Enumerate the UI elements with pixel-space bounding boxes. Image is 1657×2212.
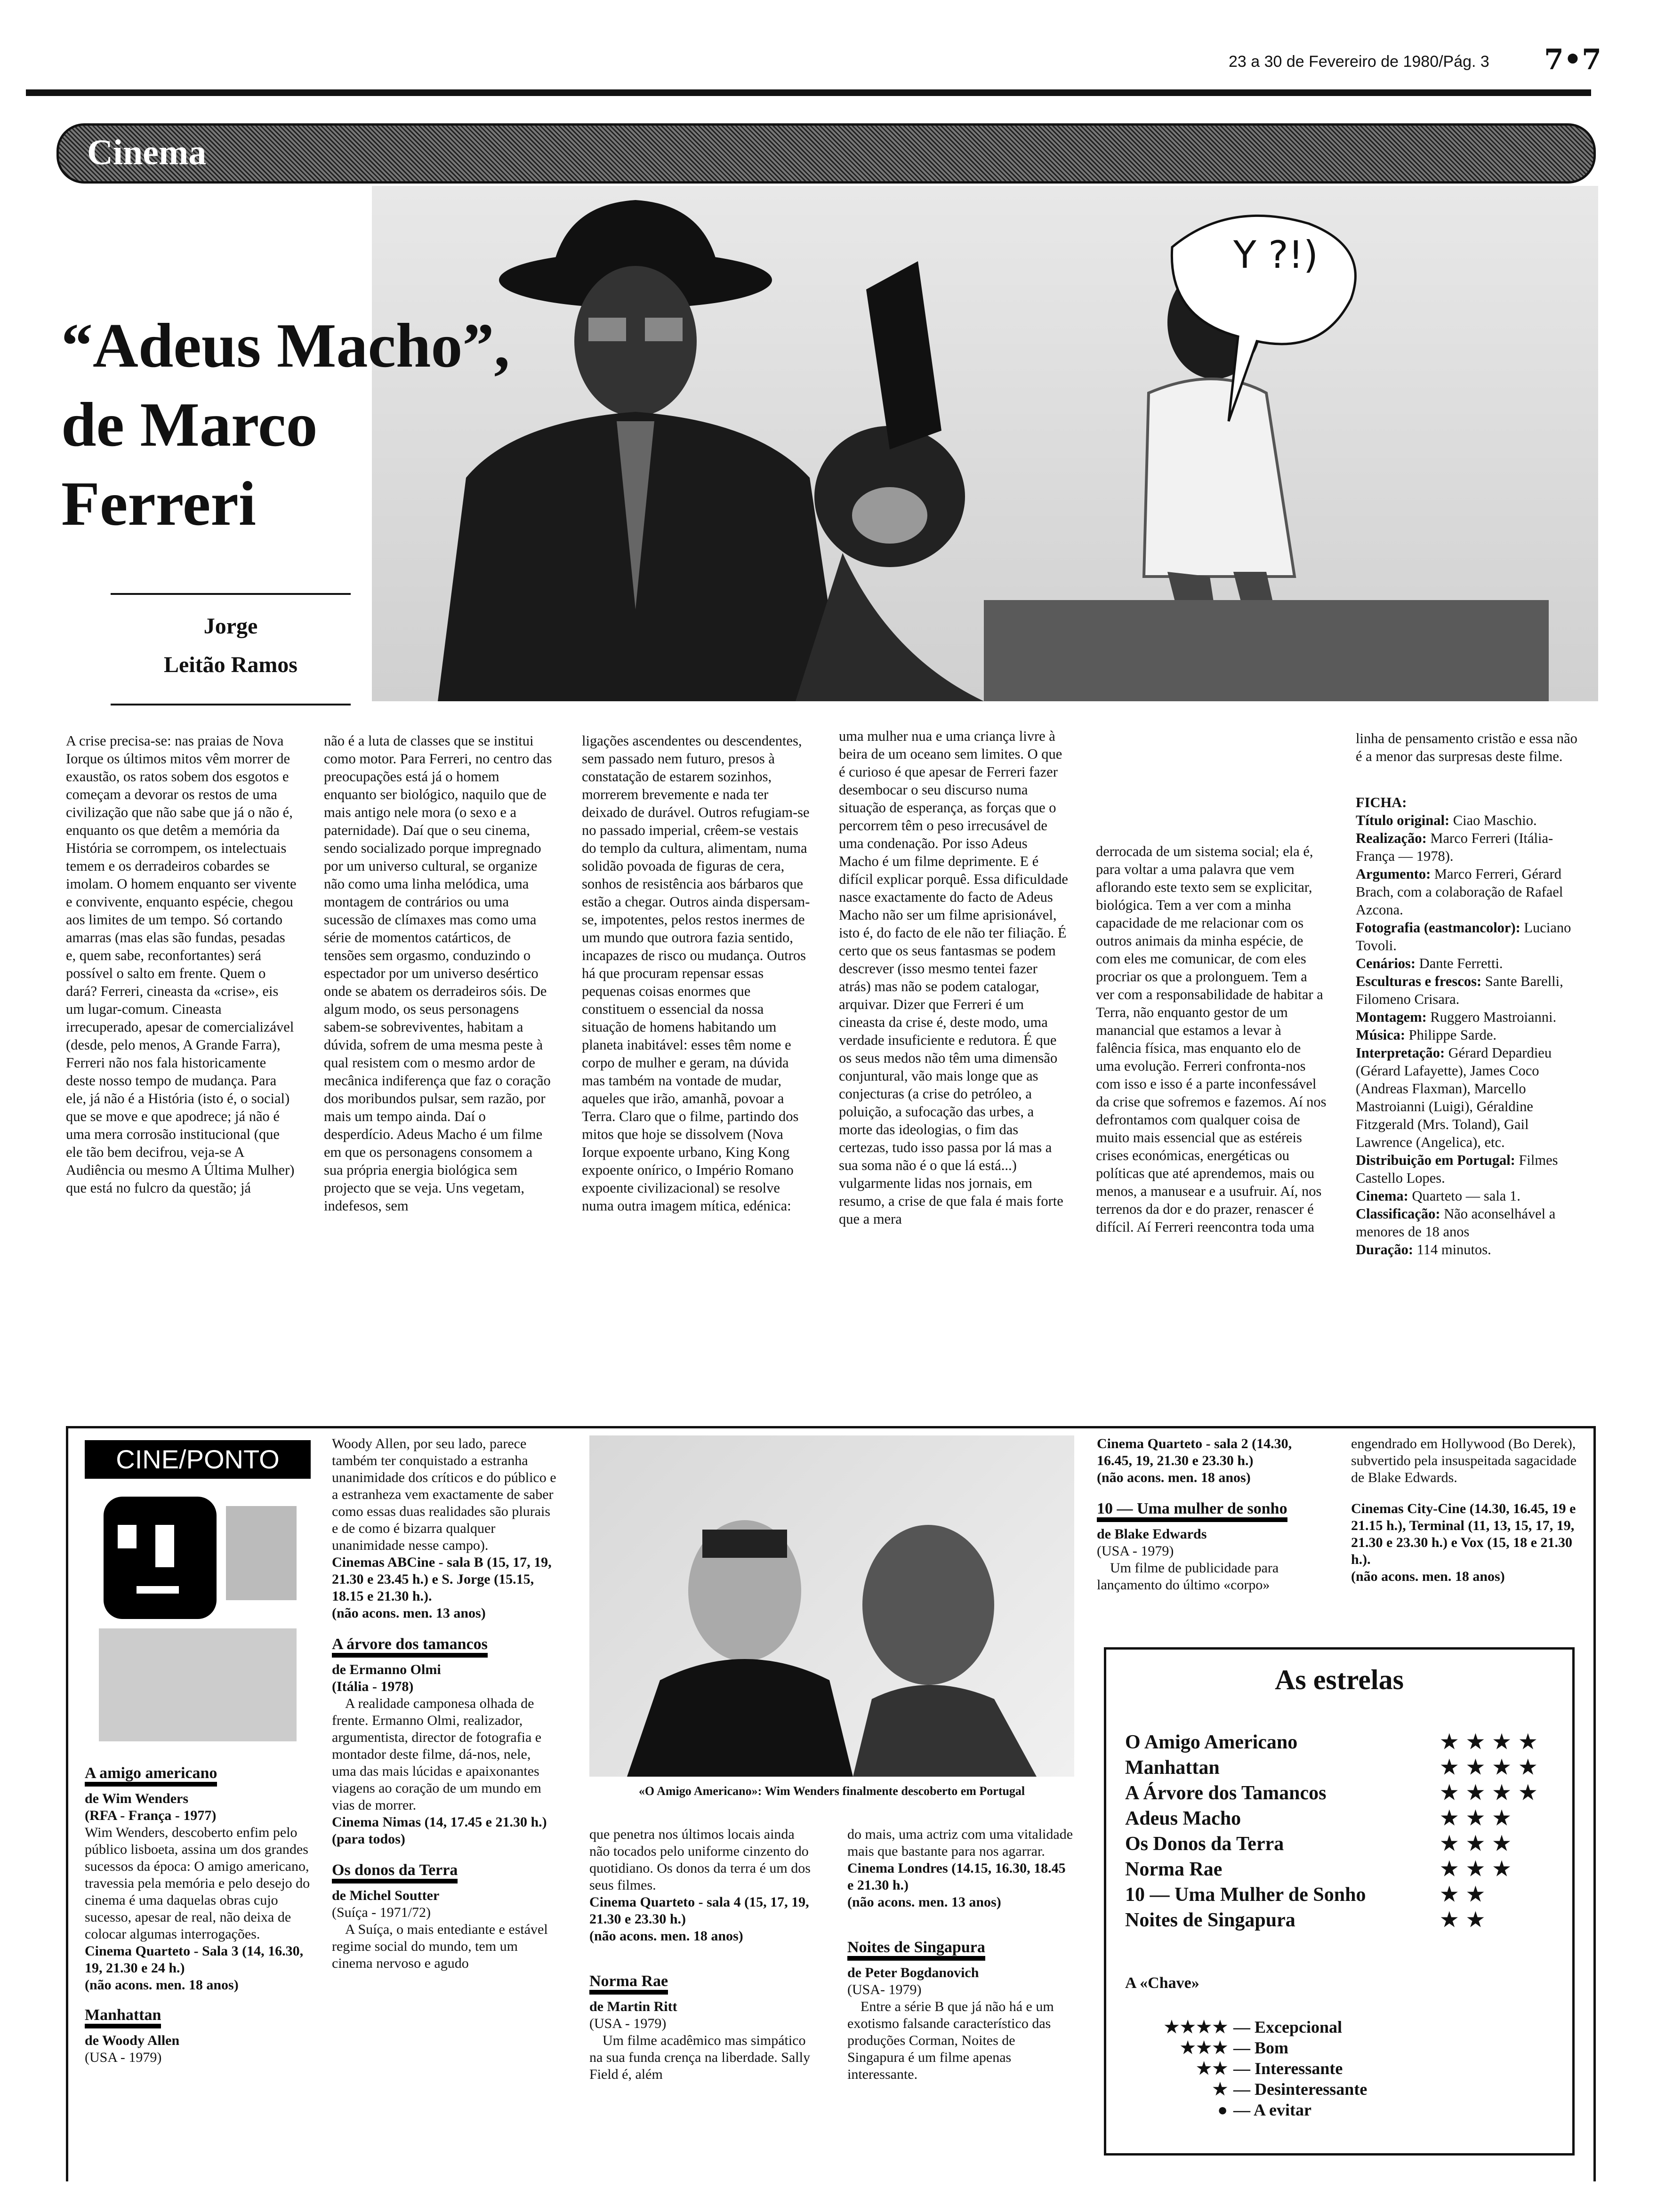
film-session: Cinemas ABCine - sala B (15, 17, 19, 21.30 e 23.45 h.) e S. Jorge (15.15, 18.15 e 21.30 h.). [332, 1555, 552, 1604]
film-title-10: 10 — Uma mulher de sonho [1097, 1500, 1287, 1522]
film-review: Woody Allen, por seu lado, parece também ter conquistado a estranha unanimidade dos críticos e do público e a estranheza vem exactamente de saber como essas duas realidades são plurais e de como é bizarra qualquer unanimidade nesse campo). [332, 1436, 556, 1553]
headline-line-2: de Marco [61, 390, 318, 459]
film-origin: (RFA - França - 1977) [85, 1808, 217, 1823]
key-symbol: ★★ [1196, 2059, 1229, 2078]
estrelas-stars: ★★★★ [1440, 1757, 1545, 1779]
film-review: A Suíça, o mais entediante e estável regime social do mundo, tem um cinema nervoso e agudo [332, 1922, 548, 1971]
ficha-value: Marco Ferreri, Gérard Brach, com a colaboração de Rafael Azcona. [1356, 866, 1563, 918]
article-headline [61, 306, 510, 543]
ficha-label: Duração: [1356, 1242, 1413, 1258]
ficha-label: Interpretação: [1356, 1045, 1445, 1061]
film-session: Cinema Quarteto - Sala 3 (14, 16.30, 19, 21.30 e 24 h.) [85, 1943, 304, 1976]
ficha-label: Cenários: [1356, 955, 1416, 971]
estrelas-row [1125, 1806, 1558, 1831]
film-review: Um filme de publicidade para lançamento do último «corpo» [1097, 1560, 1279, 1593]
ficha-list [1356, 811, 1586, 1258]
ficha-value: Gérard Depardieu (Gérard Lafayette), James Coco (Andreas Flaxman), Marcello Mastroianni (Luigi), Géraldine Fitzgerald (Mrs. Toland), Gail Lawrence (Angelica), etc. [1356, 1045, 1552, 1150]
film-credit: de Woody Allen [85, 2033, 180, 2048]
estrelas-row [1125, 1857, 1558, 1882]
estrelas-stars: ★★ [1440, 1884, 1493, 1906]
film-rating: (não acons. men. 13 anos) [332, 1605, 486, 1621]
key-symbol: ★ [1212, 2080, 1229, 2099]
byline-top-rule [111, 593, 351, 595]
author-last-name: Leitão Ramos [164, 652, 298, 677]
ficha-item [1356, 1008, 1586, 1026]
film-credit: de Michel Soutter [332, 1888, 440, 1903]
article-paragraph: ligações ascendentes ou descendentes, sem passado nem futuro, presos à constatação de estarem sozinhos, morrerem brevemente e nada ter deixado de durável. Outros refugiam-se no passado imperial, crêem-se vestais do templo da cultura, alimentam, numa solidão povoada de figuras de cera, sonhos de resistência aos bárbaros que estão a chegar. Outros ainda dispersam-se, impotentes, pelos restos inermes de um mundo que outrora fazia sentido, incapazes de risco ou mudança. Outros há que procuram repensar essas pequenas coisas enormes que constituem o essencial da nossa situação de homens habitando um planeta inabitável: esses têm nome e corpo de mulher e geram, na dúvida mas também na vontade de mudar, aqueles que irão, amanhã, povoar a Terra. Claro que o filme, partindo dos mitos que hoje se dissolvem (Nova Iorque expoente urbano, King Kong expoente onírico, o Império Romano expoente civilizacional) se resolve numa outra imagem mítica, edénica: [582, 733, 810, 1214]
ficha-label: Música: [1356, 1027, 1406, 1043]
ficha-item [1356, 1151, 1586, 1187]
article-paragraph: A crise precisa-se: nas praias de Nova Iorque os últimos mitos vêm morrer de exaustão, os ratos sobem dos esgotos e começam a devorar os restos de uma civilização que não sabe que já o não é, enquanto os que detêm a memória da História se corrompem, os intelectuais temem e os derradeiros cobardes se imolam. O homem enquanto ser vivente e convivente, enquanto espécie, chegou aos limites de um tempo. Só cortando amarras (mas elas são fundas, pesadas e, quem sabe, reconfortantes) será possível o salto em frente. Quem o dará? Ferreri, cineasta da «crise», eis um lugar-comum. Cineasta irrecuperado, apesar de comercializável (desde, pelo menos, A Grande Farra), Ferreri não nos fala historicamente deste nosso tempo de mudança. Para ele, já não é a História (isto é, o social) que se move e que apodrece; já não é uma mera corrosão institucional (que ele tão bem decifrou, veja-se A Audiência ou mesmo A Última Mulher) que está no fulcro da questão; já [66, 733, 297, 1196]
ficha-value: Ruggero Mastroianni. [1430, 1009, 1557, 1025]
film-credit: de Ermanno Olmi [332, 1662, 441, 1677]
ficha-item [1356, 1044, 1586, 1151]
estrelas-film: Noites de Singapura [1125, 1909, 1295, 1931]
section-banner-label: Cinema [87, 133, 207, 172]
article-column-6 [1356, 729, 1586, 1417]
ficha-value: 114 minutos. [1416, 1242, 1491, 1258]
ficha-label: Cinema: [1356, 1188, 1408, 1204]
key-row [1134, 2017, 1367, 2037]
estrelas-box [1104, 1647, 1575, 2156]
ficha-label: Distribuição em Portugal: [1356, 1152, 1515, 1168]
film-title-norma: Norma Rae [589, 1973, 668, 1995]
ficha-label: Fotografia (eastmancolor): [1356, 920, 1520, 936]
film-title-donos: Os donos da Terra [332, 1862, 458, 1883]
section-banner [56, 123, 1596, 184]
estrelas-row [1125, 1907, 1558, 1933]
estrelas-film: O Amigo Americano [1125, 1731, 1298, 1753]
ficha-item [1356, 811, 1586, 829]
ficha-item [1356, 1205, 1586, 1241]
header-date: 23 a 30 de Fevereiro de 1980/Pág. 3 [1229, 53, 1489, 71]
film-review: do mais, uma actriz com uma vitalidade mais que bastante para nos agarrar. [847, 1827, 1073, 1859]
estrelas-film: Norma Rae [1125, 1859, 1223, 1880]
film-rating: (para todos) [332, 1831, 405, 1847]
ficha-item [1356, 954, 1586, 972]
amigo-photo-caption: «O Amigo Americano»: Wim Wenders finalmente descoberto em Portugal [638, 1784, 1025, 1798]
estrelas-row [1125, 1755, 1558, 1780]
estrelas-row [1125, 1780, 1558, 1806]
film-title-amigo: A amigo americano [85, 1765, 217, 1787]
article-column-5 [1096, 842, 1327, 1417]
key-row [1134, 2058, 1367, 2079]
key-label: — Bom [1233, 2038, 1288, 2057]
masthead-logo: 7•7 [1544, 43, 1601, 76]
amigo-photo-illustration [589, 1435, 1074, 1777]
ficha-value: Ciao Maschio. [1453, 812, 1537, 828]
ficha-item [1356, 829, 1586, 865]
ficha-label: Classificação: [1356, 1206, 1440, 1222]
article-paragraph: uma mulher nua e uma criança livre à beira de um oceano sem limites. O que é curioso é que apesar de Ferreri fazer desembocar o seu discurso numa situação de esperança, as forças que o percorrem têm o peso irrecusável de uma condenação. Por isso Adeus Macho é um filme deprimente. E é difícil explicar porquê. Essa dificuldade nasce exactamente do facto de Adeus Macho não ser um filme aprisionável, isto é, do facto de ele não ter filiação. É certo que os seus fantasmas se podem descrever (isso mesmo tentei fazer atrás) mas não se podem catalogar, arquivar. Dizer que Ferreri é um cineasta da crise é, deste modo, uma verdade insuficiente e redutora. É que os seus medos não têm uma dimensão conjuntural, vão mais longe que as conjecturas (a crise do petróleo, a poluição, a sufocação das urbes, a morte das ideologias, o fim das certezas, tudo isso passa por lá mas a sua soma não é o que lá está...) vulgarmente lidas nos jornais, em resumo, a crise de que fala é mais forte que a mera [839, 728, 1068, 1227]
estrelas-film: 10 — Uma Mulher de Sonho [1125, 1884, 1366, 1906]
film-rating: (não acons. men. 18 anos) [1351, 1569, 1505, 1584]
film-title-noites: Noites de Singapura [847, 1939, 985, 1961]
ficha-value: Marco Ferreri (Itália-França — 1978). [1356, 830, 1553, 864]
film-origin: (Suíça - 1971/72) [332, 1905, 431, 1920]
article-column-1 [66, 732, 297, 1417]
estrelas-film: Adeus Macho [1125, 1808, 1241, 1829]
key-label: — Interessante [1233, 2059, 1343, 2078]
film-review: A realidade camponesa olhada de frente. Ermanno Olmi, realizador, argumentista, director de fotografia e montador deste filme, dá-nos, nele, uma das mais lúcidas e apaixonantes viagens ao coração de um mundo em vias de morrer. [332, 1696, 542, 1813]
estrelas-row [1125, 1831, 1558, 1857]
ficha-label: Realização: [1356, 830, 1427, 846]
film-credit: de Wim Wenders [85, 1791, 189, 1806]
headline-line-3: Ferreri [61, 469, 257, 538]
cineponto-title: CINE/PONTO [85, 1440, 311, 1479]
estrelas-row [1125, 1730, 1558, 1755]
ficha-label: Argumento: [1356, 866, 1431, 882]
film-credit: de Martin Ritt [589, 1999, 677, 2014]
film-credit: de Blake Edwards [1097, 1526, 1207, 1542]
byline [111, 607, 351, 684]
film-origin: (Itália - 1978) [332, 1679, 414, 1694]
ficha-item [1356, 865, 1586, 919]
film-session: Cinema Londres (14.15, 16.30, 18.45 e 21.30 h.) [847, 1860, 1066, 1893]
key-row [1134, 2037, 1367, 2058]
film-origin: (USA- 1979) [847, 1982, 922, 1997]
estrelas-film: Os Donos da Terra [1125, 1833, 1284, 1855]
estrelas-stars: ★★★ [1440, 1833, 1519, 1855]
film-credit: de Peter Bogdanovich [847, 1965, 979, 1980]
ficha-value: Não aconselhável a menores de 18 anos [1356, 1206, 1556, 1240]
ficha-value: Quarteto — sala 1. [1412, 1188, 1520, 1204]
key-list [1134, 2017, 1367, 2120]
film-title-manhattan: Manhattan [85, 2007, 161, 2028]
key-label: — Excepcional [1233, 2018, 1342, 2036]
film-session: Cinemas City-Cine (14.30, 16.45, 19 e 21.15 h.), Terminal (11, 13, 15, 17, 19, 21.30 e 23.30 h.) e Vox (15, 18 e 21.30 h.). [1351, 1501, 1576, 1567]
estrelas-film: Manhattan [1125, 1757, 1220, 1779]
ficha-value: Sante Barelli, Filomeno Crisara. [1356, 973, 1563, 1007]
film-review: que penetra nos últimos locais ainda não tocados pelo uniforme cinzento do quotidiano. Os donos da terra é um dos seus filmes. [589, 1827, 811, 1893]
ficha-label: Título original: [1356, 812, 1450, 828]
estrelas-stars: ★★★★ [1440, 1731, 1545, 1753]
header-rule [26, 89, 1591, 96]
ficha-value: Filmes Castello Lopes. [1356, 1152, 1558, 1186]
cineponto-column-6 [1351, 1435, 1582, 1643]
amigo-americano-photo [589, 1435, 1074, 1777]
estrelas-stars: ★★★ [1440, 1859, 1519, 1880]
article-column-4 [839, 727, 1070, 1417]
byline-bottom-rule [111, 704, 351, 705]
ficha-item [1356, 919, 1586, 954]
cineponto-column-1 [85, 1765, 311, 2179]
estrelas-stars: ★★★★ [1440, 1782, 1545, 1804]
film-review: Entre a série B que já não há e um exotismo falsande característico das produções Corman, Noites de Singapura é um filme apenas interessante. [847, 1999, 1054, 2082]
film-review: Wim Wenders, descoberto enfim pelo público lisboeta, assina um dos grandes sucessos da época: O amigo americano, travessia pela memória e pelo desejo do cinema é uma daquelas obras cujo sucesso, apesar de real, não deixa de colocar algumas interrogações. [85, 1825, 310, 1942]
article-paragraph: não é a luta de classes que se institui como motor. Para Ferreri, no centro das preocupações está já o homem enquanto ser biológico, naquilo que de mais antigo nele mora (o sexo e a paternidade). Daí que o seu cinema, sendo socializado porque impregnado por um universo cultural, se organize não como uma linha melódica, uma montagem de contrários ou uma sucessão de clímaxes mas como uma série de momentos catárticos, de tensões sem orgasmo, conduzindo o espectador por um universo desértico onde se abatem os derradeiros sóis. De algum modo, os seus personagens sabem-se sobreviventes, habitam a dúvida, sofrem de uma mesma peste à qual resistem com o mesmo ardor de mecânica indiferença que faz o coração dos moribundos pulsar, sem razão, por mais um tempo ainda. Daí o desperdício. Adeus Macho é um filme em que os personagens consomem a sua própria energia biológica sem projecto que se veja. Uns vegetam, indefesos, sem [324, 733, 552, 1214]
cineponto-column-4 [847, 1826, 1073, 2179]
article-column-2 [324, 732, 555, 1417]
cineponto-column-5 [1097, 1435, 1327, 1643]
ficha-label: Esculturas e frescos: [1356, 973, 1482, 989]
ficha-value: Dante Ferretti. [1419, 955, 1503, 971]
key-title: A «Chave» [1125, 1974, 1199, 1992]
film-session: Cinema Quarteto - sala 4 (15, 17, 19, 21.30 e 23.30 h.) [589, 1894, 809, 1927]
estrelas-film: A Árvore dos Tamancos [1125, 1782, 1327, 1804]
ficha-value: Philippe Sarde. [1408, 1027, 1497, 1043]
film-session: Cinema Nimas (14, 17.45 e 21.30 h.) [332, 1814, 547, 1830]
film-still-photo [372, 186, 1598, 701]
film-origin: (USA - 1979) [85, 2050, 162, 2065]
key-symbol: ★★★★ [1164, 2018, 1229, 2036]
estrelas-row [1125, 1882, 1558, 1907]
film-rating: (não acons. men. 18 anos) [85, 1977, 239, 1993]
film-title-arvore: A árvore dos tamancos [332, 1636, 488, 1658]
estrelas-list [1125, 1730, 1558, 1933]
estrelas-stars: ★★ [1440, 1909, 1493, 1931]
film-rating: (não acons. men. 18 anos) [1097, 1470, 1251, 1485]
ficha-label: Montagem: [1356, 1009, 1427, 1025]
speech-bubble-text: Y ?!) [1233, 233, 1319, 277]
film-rating: (não acons. men. 18 anos) [589, 1928, 743, 1944]
ficha-item [1356, 1026, 1586, 1044]
cineponto-face-logo [85, 1487, 311, 1751]
face-logo-icon [85, 1487, 311, 1751]
estrelas-stars: ★★★ [1440, 1808, 1519, 1829]
key-symbol: ● [1217, 2100, 1229, 2119]
film-session: Cinema Quarteto - sala 2 (14.30, 16.45, 19, 21.30 e 23.30 h.) [1097, 1436, 1292, 1468]
cineponto-column-2 [332, 1435, 558, 2179]
film-still-illustration [372, 186, 1598, 701]
key-row [1134, 2100, 1367, 2120]
article-column-3 [582, 732, 812, 1417]
film-review: Um filme acadêmico mas simpático na sua funda crença na liberdade. Sally Field é, além [589, 2033, 810, 2082]
film-origin: (USA - 1979) [1097, 1543, 1174, 1559]
author-first-name: Jorge [203, 614, 258, 639]
article-paragraph: derrocada de um sistema social; ela é, para voltar a uma palavra que vem aflorando este texto sem se explicitar, biológica. Tem a ver com a minha capacidade de me relacionar com os outros animais da minha espécie, de com eles me comunicar, de com eles procriar os que a prolonguem. Tem a ver com a responsabilidade de habitar a Terra, não enquanto gestor de um manancial que estamos a levar à falência física, mas enquanto elo de uma evolução. Ferreri confronta-nos com isso e isso é a parte inconfessável da crise que sofremos e fazemos. Aí nos defrontamos com qualquer coisa de muito mais essencial que as estéreis crises económicas, energéticas ou políticas que até aprendemos, mais ou menos, a manusear e a usufruir. Aí, nos terrenos da dor e do prazer, renascer é difícil. Aí Ferreri reencontra toda uma [1096, 843, 1327, 1235]
ficha-item [1356, 972, 1586, 1008]
estrelas-title: As estrelas [1275, 1664, 1404, 1695]
cineponto-column-3 [589, 1826, 815, 2179]
key-symbol: ★★★ [1180, 2038, 1229, 2057]
film-origin: (USA - 1979) [589, 2016, 667, 2031]
key-label: — A evitar [1233, 2100, 1311, 2119]
key-label: — Desinteressante [1233, 2080, 1367, 2099]
ficha-item [1356, 1241, 1586, 1258]
ficha-item [1356, 1187, 1586, 1205]
article-paragraph: linha de pensamento cristão e essa não é a menor das surpresas deste filme. [1356, 730, 1577, 764]
ficha-heading: FICHA: [1356, 794, 1407, 810]
ficha-value: Luciano Tovoli. [1356, 920, 1571, 954]
film-review: engendrado em Hollywood (Bo Derek), subvertido pela insuspeitada sagacidade de Blake Edwards. [1351, 1436, 1577, 1485]
headline-line-1: “Adeus Macho”, [61, 311, 510, 380]
film-rating: (não acons. men. 13 anos) [847, 1894, 1001, 1910]
key-row [1134, 2079, 1367, 2100]
